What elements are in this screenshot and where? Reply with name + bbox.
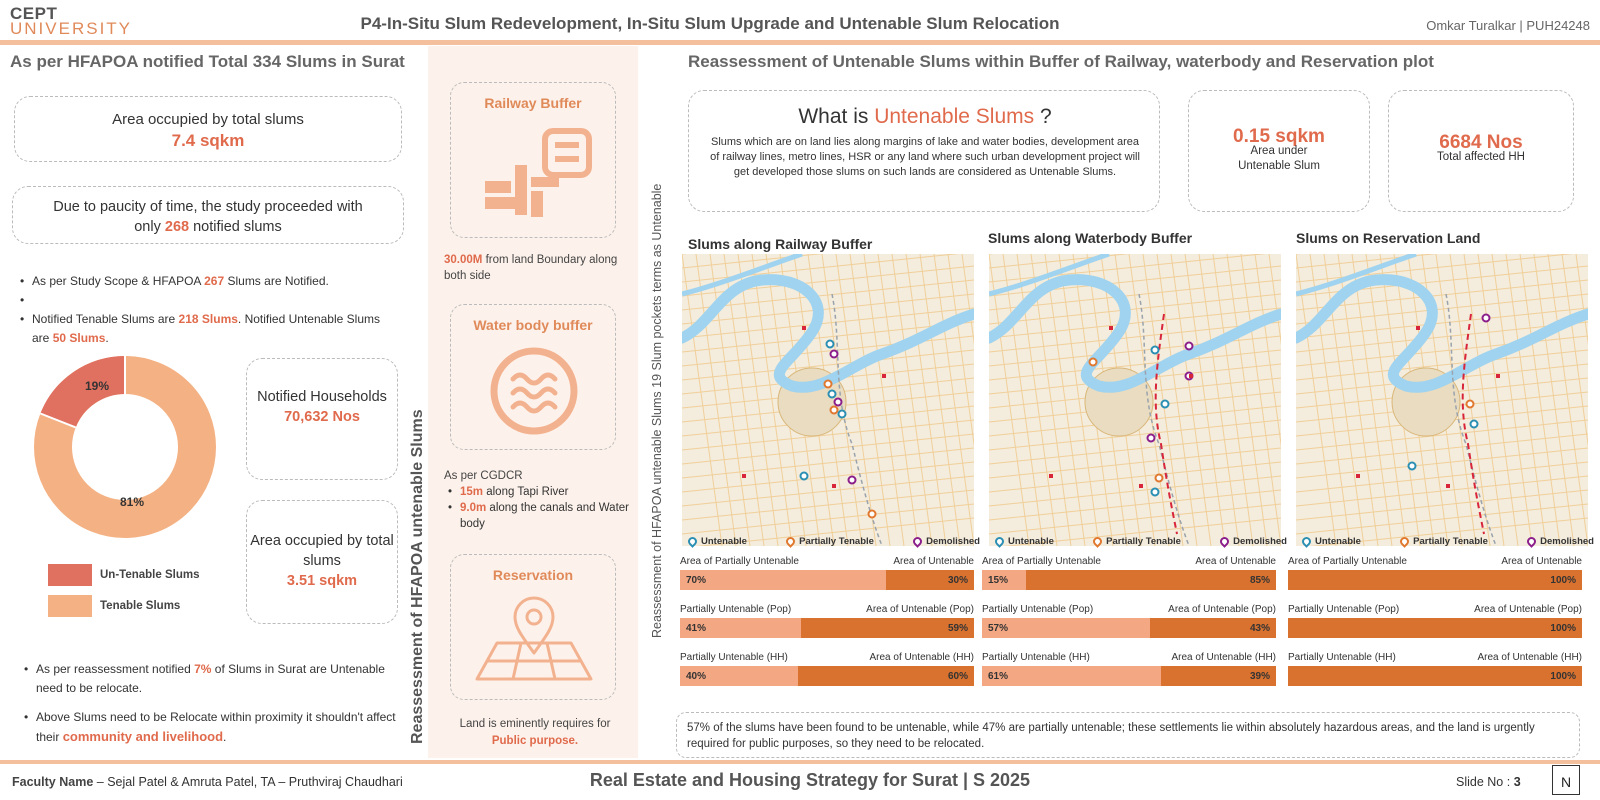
north-arrow-icon: N [1552,765,1580,795]
percentage-bar [680,666,974,686]
bar-labels [680,556,974,567]
percentage-bar [680,618,974,638]
untenable-area-card: 0.15 sqkm Area under Untenable Slum [1188,90,1370,212]
bar-left-label: Area of Partially Untenable [982,556,1101,567]
bar-labels [680,604,974,615]
bar-segment-partial: 40% [680,666,798,686]
bar-left-label: Partially Untenable (Pop) [982,604,1094,615]
logo-university: UNIVERSITY [10,19,133,38]
right-section-title: Reassessment of Untenable Slums within Buffer of Railway, waterbody and Reservation plot [688,52,1434,71]
area-occupied-value: 3.51 sqkm [286,573,358,589]
bar-labels [982,652,1276,663]
pin-demolished-icon [1218,535,1231,548]
what-is-untenable-card [688,90,1160,212]
reservation-heading: Reservation [492,567,574,583]
map-waterbody [989,254,1281,546]
slum-marker [1409,463,1416,470]
slum-pocket [1416,326,1420,330]
slum-pocket [1356,474,1360,478]
what-is-description: Slums which are on land lies along margins of lake and water bodies, development area of railway lines, metro lines, HSR or any land where such urban development project will get developed those slums on such lands are considered as Untenable Slums. [710,136,1140,178]
reservation-card [450,554,616,700]
slums-donut-chart [30,352,220,542]
map-legend: Untenable Partially Tenable Demolished [688,536,980,547]
slum-pocket [832,484,836,488]
slum-pocket [1446,484,1450,488]
railway-buffer-card [450,82,616,238]
map-legend: Untenable Partially Tenable Demolished [1302,536,1594,547]
bar-right-label: Area of Untenable (Pop) [866,604,974,615]
vertical-note-untenable: Reassessment of HFAPOA untenable Slums 19 Slum pockets terms as Untenable [650,183,664,638]
scope-value: 268 [164,219,190,235]
slum-marker [831,407,838,414]
slum-marker [1467,401,1474,408]
slum-pocket [802,326,806,330]
bar-left-label: Area of Partially Untenable [680,556,799,567]
bar-left-label: Partially Untenable (Pop) [1288,604,1400,615]
slum-pocket [1189,374,1193,378]
households-card [246,358,398,480]
donut-tenable-label: 81% [120,495,145,509]
bar-segment-untenable: 100% [1288,618,1582,638]
area-label: Area occupied by total slums [112,111,304,128]
bar-right-label: Area of Untenable [1501,556,1582,567]
slum-marker [1471,421,1478,428]
bar-right-label: Area of Untenable (Pop) [1168,604,1276,615]
bar-labels [1288,556,1582,567]
bar-segment-untenable: 30% [886,570,974,590]
map-reservation [1296,254,1588,546]
slum-marker [1162,401,1169,408]
bar-left-label: Partially Untenable (HH) [680,652,788,663]
percentage-bar [1288,570,1582,590]
bar-segment-untenable: 59% [801,618,974,638]
percentage-bar [982,618,1276,638]
bullet-notified: • As per Study Scope & HFAPOA 267 Slums are Notified. [16,272,396,291]
waves-icon [451,333,617,443]
bar-segment-untenable: 43% [1150,618,1276,638]
legend-untenable: Un-Tenable Slums [48,564,199,586]
bar-segment-untenable: 100% [1288,666,1582,686]
legend-swatch-tenable [48,595,92,617]
study-scope-card [12,186,404,244]
bar-labels [1288,604,1582,615]
cgdcr-note: As per CGDCR • 15m along Tapi River • 9.0m along the canals and Water body [444,468,630,532]
what-is-heading: What is Untenable Slums ? [798,105,1052,128]
bullet-reassessment: • As per reassessment notified 7% of Slums in Surat are Untenable need to be relocate. [20,660,400,698]
notified-bullets [16,272,396,348]
bullet-empty [16,291,396,310]
households-label: Notified Households [257,389,387,405]
area-occupied-card [246,500,398,624]
bar-segment-untenable: 85% [1026,570,1276,590]
pin-untenable-icon [1300,535,1313,548]
vertical-title-reassessment: Reassessment of HFAPOA untenable Slums [409,409,426,744]
percentage-bar [982,570,1276,590]
affected-households-value: 6684 Nos [1439,132,1523,153]
bar-right-label: Area of Untenable (HH) [1171,652,1276,663]
railway-icon [451,111,617,231]
slum-marker [839,411,846,418]
bar-labels [680,652,974,663]
slum-marker [829,391,836,398]
map-title: Slums on Reservation Land [1296,230,1481,246]
pin-demolished-icon [1525,535,1538,548]
bar-right-label: Area of Untenable [893,556,974,567]
bullet-relocation: • Above Slums need to be Relocate within proximity it shouldn't affect their community and livelihood. [20,708,400,747]
logo-cept: CEPT [10,4,58,23]
slum-marker [1483,315,1490,322]
pin-untenable-icon [993,535,1006,548]
pin-partial-icon [1398,535,1411,548]
map-panel-waterbody [988,230,1192,246]
railway-buffer-value: 30.00M [444,254,483,266]
pin-partial-icon [1091,535,1104,548]
slum-pocket [1139,484,1143,488]
slum-marker [825,381,832,388]
bar-segment-untenable: 39% [1161,666,1276,686]
header-divider [0,40,1600,45]
area-value: 7.4 sqkm [171,131,245,150]
location-map-icon [451,583,617,693]
railway-buffer-note: 30.00M from land Boundary along both side [444,254,618,282]
cgdcr-river: • 15m along Tapi River [444,484,630,500]
water-body-buffer-card [450,304,616,450]
bar-segment-untenable: 100% [1288,570,1582,590]
map-panel-railway [688,236,872,252]
slum-pocket [742,474,746,478]
reservation-note: Land is eminently requires for Public purpose. [440,716,630,750]
bar-segment-partial: 41% [680,618,801,638]
percentage-bar [680,570,974,590]
bar-left-label: Partially Untenable (HH) [1288,652,1396,663]
bar-right-label: Area of Untenable (Pop) [1474,604,1582,615]
slum-pocket [1049,474,1053,478]
slum-marker [831,351,838,358]
slum-pocket [1109,326,1113,330]
scope-text-b: only 268 notified slums [134,219,282,235]
bar-segment-partial: 70% [680,570,886,590]
bar-right-label: Area of Untenable (HH) [1477,652,1582,663]
pin-untenable-icon [686,535,699,548]
scope-text-a: Due to paucity of time, the study proceeded with [53,199,363,215]
percentage-bar [1288,618,1582,638]
map-legend: Untenable Partially Tenable Demolished [995,536,1287,547]
author-name: Omkar Turalkar | PUH24248 [1426,18,1590,33]
bar-right-label: Area of Untenable (HH) [869,652,974,663]
households-value: 70,632 Nos [284,409,360,425]
bar-left-label: Partially Untenable (HH) [982,652,1090,663]
cgdcr-canals: • 9.0m along the canals and Water body [444,500,630,532]
slum-marker [1152,489,1159,496]
header [0,0,1600,42]
map-title: Slums along Railway Buffer [688,236,873,252]
pin-partial-icon [784,535,797,548]
slum-marker [1156,475,1163,482]
donut-legend [48,564,199,626]
affected-households-card: 6684 Nos Total affected HH [1388,90,1574,212]
bar-labels [1288,652,1582,663]
area-card [14,96,402,162]
area-occupied-label: Area occupied by total slums [250,533,394,569]
slum-marker [835,399,842,406]
reassessment-bullets [20,660,400,747]
legend-swatch-untenable [48,564,92,586]
footer-title: Real Estate and Housing Strategy for Surat | S 2025 [589,770,1031,790]
map-railway [682,254,974,546]
footer-divider [0,760,1600,764]
bar-segment-partial: 57% [982,618,1150,638]
bar-labels [982,556,1276,567]
bar-labels [982,604,1276,615]
slum-pocket [882,374,886,378]
slum-marker [1090,359,1097,366]
slum-marker [1152,347,1159,354]
page-title: P4-In-Situ Slum Redevelopment, In-Situ Slum Upgrade and Untenable Slum Relocation [360,14,1060,33]
railway-buffer-heading: Railway Buffer [484,95,582,111]
percentage-bar [1288,666,1582,686]
faculty-credit: Faculty Name – Sejal Patel & Amruta Patel, TA – Pruthviraj Chaudhari [12,775,403,789]
map-panel-reservation [1296,230,1480,246]
donut-untenable-label: 19% [85,379,110,393]
bullet-tenable: • Notified Tenable Slums are 218 Slums. Notified Untenable Slums are 50 Slums. [16,310,396,348]
bar-left-label: Partially Untenable (Pop) [680,604,792,615]
slum-marker [869,511,876,518]
slum-marker [827,341,834,348]
bar-segment-partial: 61% [982,666,1161,686]
percentage-bar [982,666,1276,686]
pin-demolished-icon [911,535,924,548]
reservation-value: Public purpose. [491,735,579,747]
map-title: Slums along Waterbody Buffer [988,230,1193,246]
slum-marker [801,473,808,480]
left-section-title: As per HFAPOA notified Total 334 Slums in Surat [10,52,405,71]
bar-left-label: Area of Partially Untenable [1288,556,1407,567]
legend-tenable: Tenable Slums [48,595,199,617]
bar-segment-partial: 15% [982,570,1026,590]
water-body-heading: Water body buffer [473,317,593,333]
bar-right-label: Area of Untenable [1195,556,1276,567]
slide-number: Slide No : 3 [1456,775,1521,789]
slum-marker [1186,343,1193,350]
untenable-area-value: 0.15 sqkm [1233,126,1325,147]
summary-note: 57% of the slums have been found to be untenable, while 47% are partially untenable; these settlements lie within absolutely hazardous areas, and the land is urgently required for public purposes, so they need to be relocated. [676,712,1580,758]
slum-pocket [1496,374,1500,378]
slum-marker [849,477,856,484]
bar-segment-untenable: 60% [798,666,974,686]
slum-marker [1148,435,1155,442]
